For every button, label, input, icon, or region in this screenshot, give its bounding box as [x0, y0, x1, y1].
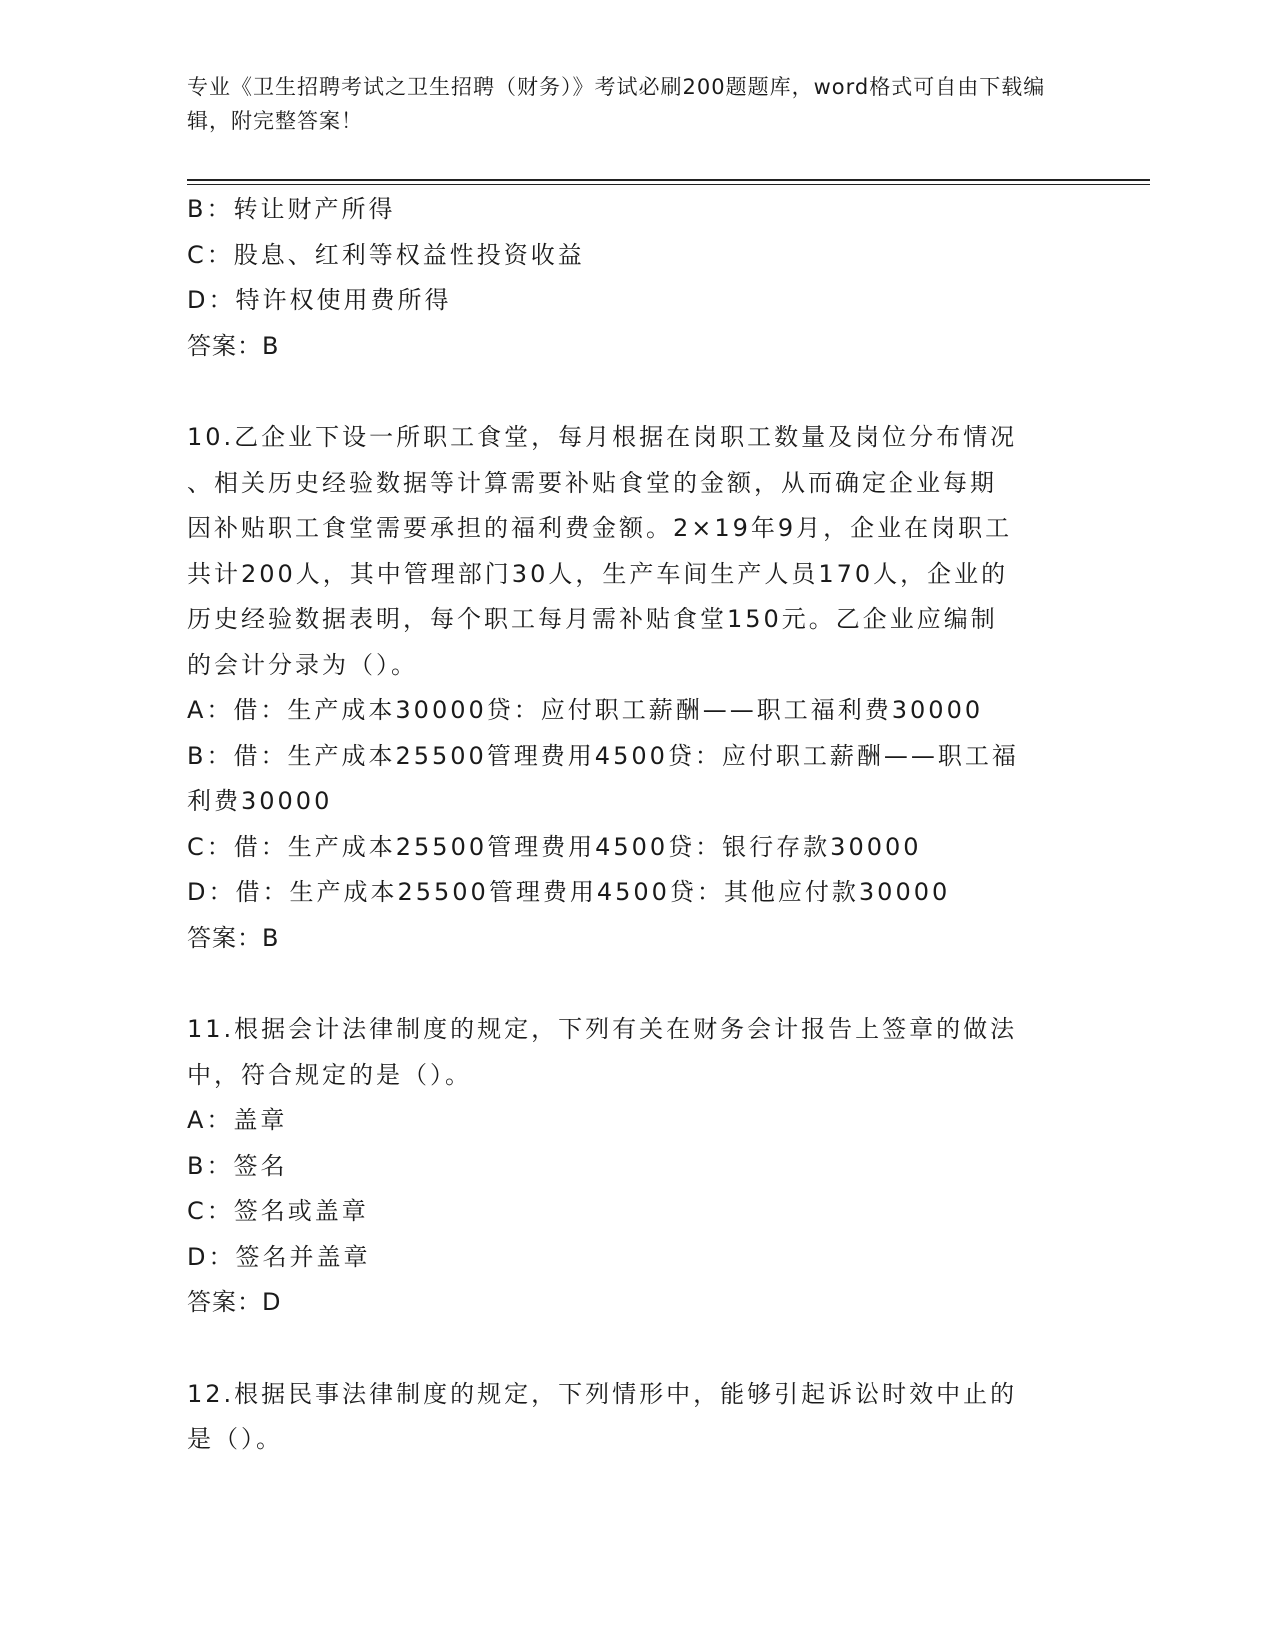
option-b: B：签名	[187, 1151, 288, 1180]
question-10-options	[187, 688, 1077, 916]
option-c: C：股息、红利等权益性投资收益	[187, 240, 585, 269]
header-divider-thick	[187, 179, 1150, 181]
stem-line: 因补贴职工食堂需要承担的福利费金额。2×19年9月，企业在岗职工	[187, 514, 1013, 542]
question-12-stem	[187, 1372, 1077, 1463]
option-a: A：借：生产成本30000贷：应付职工薪酬——职工福利费30000	[187, 696, 984, 724]
stem-line: 10.乙企业下设一所职工食堂，每月根据在岗职工数量及岗位分布情况	[187, 423, 1018, 451]
stem-line: 12.根据民事法律制度的规定，下列情形中，能够引起诉讼时效中止的	[187, 1379, 1018, 1408]
question-11-options	[187, 1098, 1077, 1280]
option-b: B：借：生产成本25500管理费用4500贷：应付职工薪酬——职工福	[187, 741, 1019, 770]
question-9-options	[187, 187, 1077, 324]
question-10-stem	[187, 415, 1077, 688]
document-header: 专业《卫生招聘考试之卫生招聘（财务）》考试必刷200题题库，word格式可自由下载编辑，附完整答案！	[187, 75, 1046, 133]
option-c: C：签名或盖章	[187, 1197, 369, 1225]
option-a: A：盖章	[187, 1106, 288, 1134]
spacer	[187, 1326, 1077, 1372]
stem-line: 、相关历史经验数据等计算需要补贴食堂的金额，从而确定企业每期	[187, 468, 997, 497]
question-content	[187, 187, 1077, 1463]
stem-line: 共计200人，其中管理部门30人，生产车间生产人员170人，企业的	[187, 559, 1009, 588]
option-d: D：特许权使用费所得	[187, 286, 452, 314]
stem-line: 历史经验数据表明，每个职工每月需补贴食堂150元。乙企业应编制	[187, 605, 998, 633]
question-9-answer: 答案：B	[187, 331, 280, 360]
question-11-stem	[187, 1007, 1077, 1098]
question-10-answer: 答案：B	[187, 923, 280, 952]
header-divider-thin	[187, 184, 1150, 185]
question-11-answer: 答案：D	[187, 1288, 282, 1316]
stem-line: 是（）。	[187, 1425, 283, 1453]
option-b: B：转让财产所得	[187, 195, 396, 223]
spacer	[187, 369, 1077, 415]
option-d: D：签名并盖章	[187, 1242, 371, 1271]
stem-line: 中，符合规定的是（）。	[187, 1060, 472, 1089]
stem-line: 的会计分录为（）。	[187, 650, 418, 679]
option-d: D：借：生产成本25500管理费用4500贷：其他应付款30000	[187, 878, 951, 906]
option-c: C：借：生产成本25500管理费用4500贷：银行存款30000	[187, 832, 922, 861]
option-b-continued: 利费30000	[187, 787, 333, 815]
stem-line: 11.根据会计法律制度的规定，下列有关在财务会计报告上签章的做法	[187, 1015, 1018, 1043]
spacer	[187, 961, 1077, 1007]
